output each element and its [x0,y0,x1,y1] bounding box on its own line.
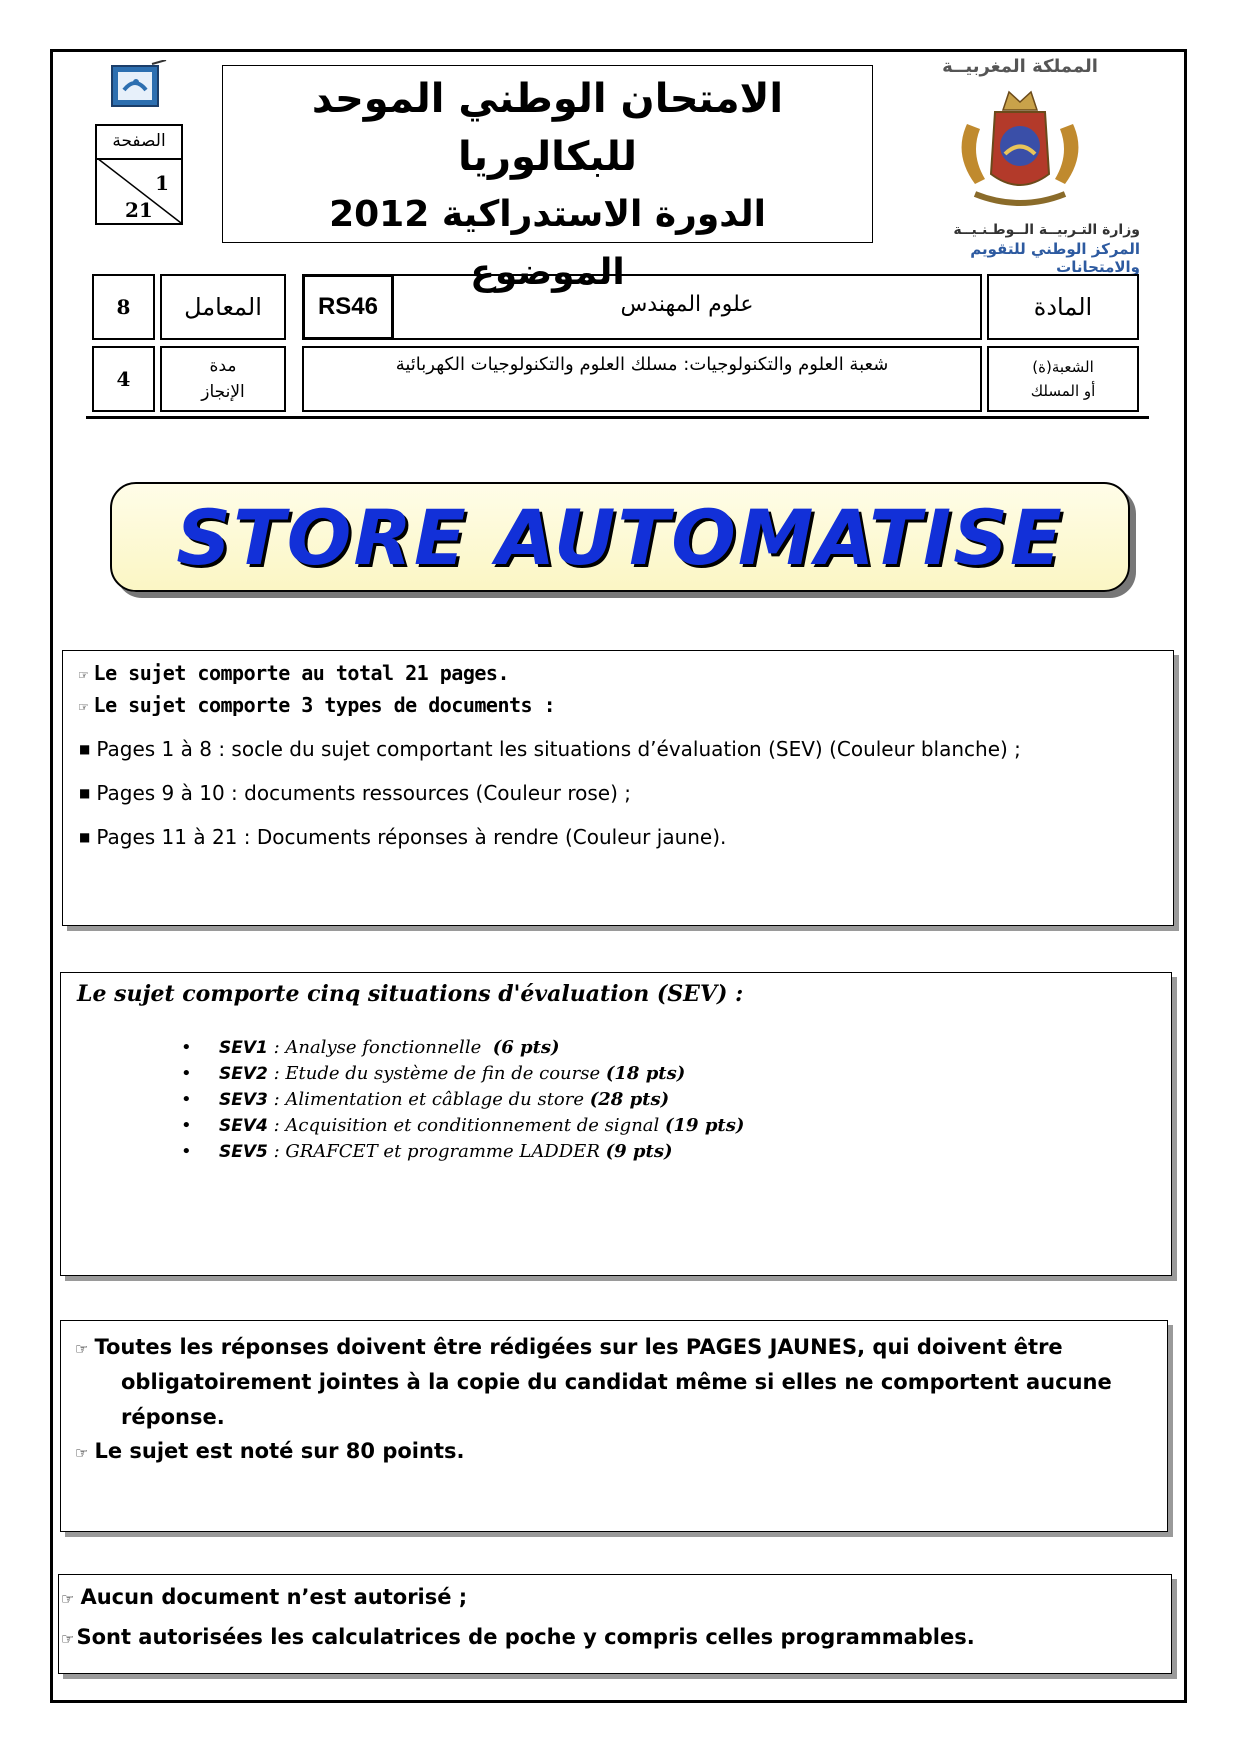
overview-item-3 [79,825,726,849]
sev-text: Etude du système de fin de course [285,1063,601,1084]
sev-text: Alimentation et câblage du store [285,1089,585,1110]
coefficient-number: 8 [116,295,131,319]
sev-code: SEV5 [219,1142,268,1162]
sev-item: • SEV5 : GRAFCET et programme LADDER (9 pts) [181,1139,744,1165]
materials-line-1 [61,1585,467,1609]
overview-line-1-text: Le sujet comporte au total 21 pages. [93,661,510,685]
page-number-box [95,124,183,225]
overview-item-3-text: Pages 11 à 21 : Documents réponses à rendre (Couleur jaune). [96,825,727,849]
sev-item: • SEV2 : Etude du système de fin de course (18 pts) [181,1061,744,1087]
sev-points: (19 pts) [665,1115,745,1136]
sev-text: Acquisition et conditionnement de signal [285,1115,660,1136]
subject-name-text: علوم المهندس [620,292,754,317]
sev-text: Analyse fonctionnelle [285,1037,482,1058]
sev-points: (18 pts) [605,1063,686,1084]
sev-item: • SEV4 : Acquisition et conditionnement de signal (19 pts) [181,1113,744,1139]
sev-text: GRAFCET et programme LADDER [285,1141,600,1162]
sev-points: (6 pts) [492,1037,560,1058]
document-overview-box [62,650,1174,926]
sev-code: SEV4 [219,1116,268,1136]
page-total: 21 [125,198,153,222]
duration-label-line2: الإنجاز [201,382,245,402]
ministry-label: وزارة التـربيــة الــوطـنـيــة [953,222,1140,238]
sev-code: SEV3 [219,1090,268,1110]
pointing-hand-icon: ☞ [61,1630,75,1648]
instruction-line-2 [75,1439,464,1463]
exam-center-logo [108,60,170,112]
subject-name [392,274,982,340]
instruction-line-1a: Toutes les réponses doivent être rédigées sur les PAGES JAUNES, qui doivent être [94,1335,1063,1359]
sev-code: SEV2 [219,1064,268,1084]
duration-label-line1: مدة [209,356,237,376]
overview-item-2-text: Pages 9 à 10 : documents ressources (Couleur rose) ; [96,781,631,805]
answer-instructions-box [60,1320,1168,1532]
branch-name [302,346,982,412]
exam-session: الدورة الاستدراكية 2012 [329,194,766,235]
duration-label [160,346,286,412]
subject-label [987,274,1139,340]
overview-line-1 [79,661,509,685]
overview-line-2 [79,693,555,717]
authorized-materials-box [58,1574,1172,1674]
overview-item-2 [79,781,631,805]
pointing-hand-icon: ☞ [75,1340,89,1358]
sev-points: (28 pts) [589,1089,670,1110]
pointing-hand-icon: ☞ [75,1444,89,1462]
evaluation-situations-box [60,972,1172,1276]
coefficient-label-text: المعامل [184,293,262,321]
page-label: الصفحة [97,126,181,160]
branch-label-line1: الشعبة(ة) [1032,358,1094,376]
materials-line-2-text: Sont autorisées les calculatrices de poche y compris celles programmables. [76,1625,975,1649]
sev-points: (9 pts) [605,1141,673,1162]
sev-heading: Le sujet comporte cinq situations d'évaluation (SEV) : [77,981,744,1007]
page-current: 1 [155,171,169,195]
banner-title: STORE AUTOMATISE [176,492,1064,582]
square-bullet-icon: ■ [79,786,91,800]
instruction-line-1c: réponse. [121,1405,225,1429]
kingdom-label: المملكة المغربيــة [942,56,1098,77]
overview-line-2-text: Le sujet comporte 3 types de documents : [93,693,556,717]
evaluation-center-label: المركز الوطني للتقويم والامتحانات [970,240,1140,276]
square-bullet-icon: ■ [79,742,91,756]
instruction-line-1 [75,1335,1063,1359]
materials-line-2 [61,1625,975,1649]
square-bullet-icon: ■ [79,830,91,844]
overview-item-1 [79,737,1021,761]
exam-title-box [222,65,873,293]
exam-title: الامتحان الوطني الموحد للبكالوريا [311,76,784,180]
branch-label-line2: أو المسلك [1030,382,1096,400]
overview-item-1-text: Pages 1 à 8 : socle du sujet comportant les situations d’évaluation (SEV) (Couleur blanche) ; [96,737,1021,761]
coefficient-label [160,274,286,340]
branch-name-text: شعبة العلوم والتكنولوجيات: مسلك العلوم والتكنولوجيات الكهربائية [395,354,889,375]
branch-label [987,346,1139,412]
sev-code: SEV1 [219,1038,268,1058]
pointing-hand-icon: ☞ [79,666,88,684]
pointing-hand-icon: ☞ [79,698,88,716]
pointing-hand-icon: ☞ [61,1590,75,1608]
subject-label-text: المادة [1033,293,1093,321]
subject-code [302,274,394,340]
duration-number: 4 [116,367,131,391]
exam-subject-heading: الموضوع [470,252,625,293]
title-banner [110,482,1130,592]
sev-item: • SEV3 : Alimentation et câblage du store (28 pts) [181,1087,744,1113]
coefficient-value [92,274,155,340]
sev-item: • SEV1 : Analyse fonctionnelle (6 pts) [181,1035,744,1061]
duration-value [92,346,155,412]
materials-line-1-text: Aucun document n’est autorisé ; [80,1585,468,1609]
coat-of-arms-emblem [945,84,1095,214]
sev-list [181,1035,744,1165]
instruction-line-1b: obligatoirement jointes à la copie du candidat même si elles ne comportent aucune [121,1370,1112,1394]
instruction-line-2-text: Le sujet est noté sur 80 points. [94,1439,465,1463]
subject-code-text: RS46 [317,293,379,320]
header-separator [86,416,1149,419]
